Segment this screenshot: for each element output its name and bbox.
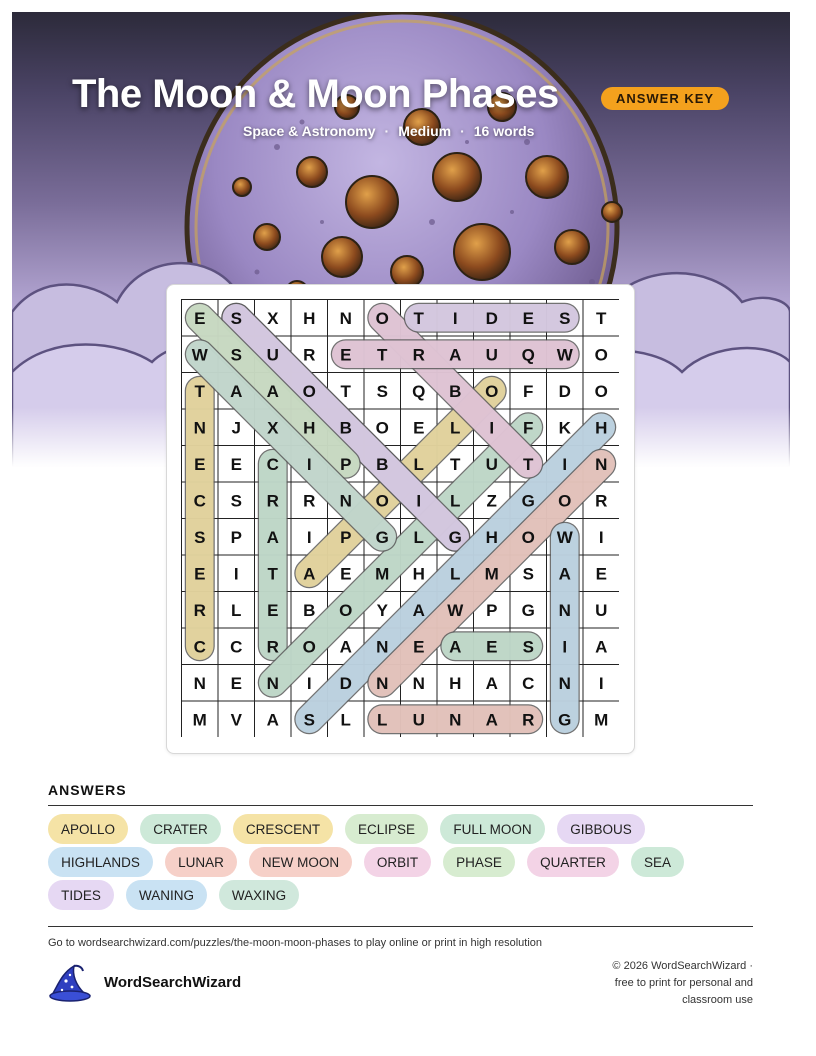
grid-letter[interactable]: N (449, 710, 462, 730)
grid-letter[interactable]: O (375, 418, 389, 438)
grid-letter[interactable]: R (412, 345, 425, 365)
grid-letter[interactable]: R (303, 491, 316, 511)
grid-letter[interactable]: S (376, 381, 388, 401)
grid-letter[interactable]: T (413, 308, 424, 328)
answer-key-badge: ANSWER KEY (601, 87, 729, 110)
grid-letter[interactable]: S (230, 345, 242, 365)
copyright-line: free to print for personal and (614, 977, 753, 989)
grid-letter[interactable]: N (339, 308, 352, 328)
answer-chip: GIBBOUS (557, 814, 645, 844)
grid-letter[interactable]: D (339, 673, 352, 693)
answer-chip: QUARTER (527, 847, 619, 877)
answer-chip: NEW MOON (249, 847, 352, 877)
wizard-hat-icon (48, 963, 92, 1003)
grid-letter[interactable]: A (485, 673, 498, 693)
grid-letter[interactable]: E (522, 308, 534, 328)
brand-name: WordSearchWizard (104, 974, 242, 991)
grid-letter[interactable]: E (194, 454, 206, 474)
grid-letter[interactable]: H (412, 564, 425, 584)
grid-letter[interactable]: V (230, 710, 242, 730)
grid-letter[interactable]: C (193, 637, 206, 657)
grid-letter[interactable]: E (595, 564, 607, 584)
grid-letter[interactable]: A (339, 637, 352, 657)
grid-letter[interactable]: M (484, 564, 499, 584)
grid-letter[interactable]: A (412, 600, 425, 620)
grid-letter[interactable]: O (558, 491, 572, 511)
grid-letter[interactable]: L (413, 454, 424, 474)
grid-letter[interactable]: H (303, 418, 316, 438)
grid-letter[interactable]: G (521, 491, 535, 511)
grid-letter[interactable]: S (522, 564, 534, 584)
grid-letter[interactable]: J (231, 418, 241, 438)
answer-chip: CRESCENT (233, 814, 333, 844)
grid-letter[interactable]: E (267, 600, 279, 620)
grid-letter[interactable]: N (595, 454, 608, 474)
grid-letter[interactable]: E (486, 637, 498, 657)
grid-letter[interactable]: I (598, 527, 604, 547)
grid-letter[interactable]: H (485, 527, 498, 547)
grid-letter[interactable]: M (192, 710, 207, 730)
grid-letter[interactable]: B (449, 381, 462, 401)
grid-letter[interactable]: A (266, 710, 279, 730)
answer-chip: TIDES (48, 880, 114, 910)
grid-letter[interactable]: U (412, 710, 425, 730)
grid-letter[interactable]: N (376, 637, 389, 657)
answer-chip: ORBIT (364, 847, 431, 877)
grid-letter[interactable]: F (523, 381, 534, 401)
grid-letter[interactable]: X (267, 418, 279, 438)
grid-letter[interactable]: M (375, 564, 390, 584)
grid-letter[interactable]: N (412, 673, 425, 693)
grid-letter[interactable]: T (340, 381, 351, 401)
grid-letter[interactable]: E (230, 673, 242, 693)
grid-letter[interactable]: R (303, 345, 316, 365)
grid-letter[interactable]: A (303, 564, 316, 584)
grid-letter[interactable]: A (230, 381, 243, 401)
word-count-label: 16 words (473, 123, 535, 139)
grid-letter[interactable]: A (266, 527, 279, 547)
grid-letter[interactable]: D (485, 308, 498, 328)
grid-letter[interactable]: H (449, 673, 462, 693)
grid-letter[interactable]: C (522, 673, 535, 693)
answer-chip: SEA (631, 847, 684, 877)
word-search-grid (181, 299, 619, 737)
grid-letter[interactable]: L (231, 600, 242, 620)
separator: · (384, 123, 390, 139)
answers-heading: ANSWERS (48, 782, 127, 798)
grid-letter[interactable]: O (339, 600, 353, 620)
grid-letter[interactable]: G (448, 527, 462, 547)
grid-letter[interactable]: A (266, 381, 279, 401)
grid-letter[interactable]: G (558, 710, 572, 730)
grid-letter[interactable]: A (449, 637, 462, 657)
answer-chip: PHASE (443, 847, 515, 877)
separator: · (460, 123, 465, 139)
grid-letter[interactable]: F (523, 418, 534, 438)
copyright-line: classroom use (682, 994, 753, 1006)
grid-letter[interactable]: W (556, 527, 573, 547)
divider (48, 926, 753, 927)
grid-letter[interactable]: B (303, 600, 316, 620)
grid-letter[interactable]: C (193, 491, 206, 511)
grid-letter[interactable]: O (375, 308, 389, 328)
grid-letter[interactable]: B (339, 418, 352, 438)
grid-letter[interactable]: B (376, 454, 389, 474)
grid-letter[interactable]: I (233, 564, 239, 584)
grid-letter[interactable]: I (562, 637, 568, 657)
grid-letter[interactable]: Y (376, 600, 388, 620)
grid-letter[interactable]: E (413, 418, 425, 438)
grid-letter[interactable]: L (377, 710, 388, 730)
grid-letter[interactable]: Q (521, 345, 535, 365)
answer-chip: HIGHLANDS (48, 847, 153, 877)
grid-letter[interactable]: O (594, 345, 608, 365)
grid-letter[interactable]: O (594, 381, 608, 401)
grid-letter[interactable]: S (559, 308, 571, 328)
grid-letter[interactable]: S (303, 710, 315, 730)
copyright-line: © 2026 WordSearchWizard · (612, 960, 753, 972)
grid-letter[interactable]: O (375, 491, 389, 511)
grid-letter[interactable]: T (267, 564, 278, 584)
grid-letter[interactable]: I (562, 454, 568, 474)
grid-letter[interactable]: E (340, 345, 352, 365)
grid-letter[interactable]: R (522, 710, 535, 730)
grid-letter[interactable]: L (450, 491, 461, 511)
grid-letter[interactable]: L (450, 564, 461, 584)
grid-letter[interactable]: U (485, 345, 498, 365)
grid-letter[interactable]: P (340, 454, 352, 474)
copyright-notice (583, 958, 753, 1009)
grid-letter[interactable]: N (266, 673, 279, 693)
grid-letter[interactable]: U (485, 454, 498, 474)
grid-letter[interactable]: O (521, 527, 535, 547)
grid-letter[interactable]: L (340, 710, 351, 730)
grid-letter[interactable]: I (306, 673, 312, 693)
grid-letter[interactable]: W (191, 345, 208, 365)
grid-letter[interactable]: R (193, 600, 206, 620)
grid-letter[interactable]: I (416, 491, 422, 511)
grid-letter[interactable]: C (230, 637, 243, 657)
grid-letter[interactable]: I (489, 418, 495, 438)
grid-letter[interactable]: I (598, 673, 604, 693)
page-title: The Moon & Moon Phases (72, 72, 559, 116)
grid-letter[interactable]: E (413, 637, 425, 657)
answer-chip: FULL MOON (440, 814, 545, 844)
grid-letter[interactable]: H (303, 308, 316, 328)
grid-letter[interactable]: S (230, 491, 242, 511)
footer-link[interactable]: Go to wordsearchwizard.com/puzzles/the-moon-moon-phases to play online or print in high resolution (48, 937, 543, 949)
grid-letter[interactable]: R (266, 637, 279, 657)
grid-letter[interactable]: O (302, 381, 316, 401)
grid-letter[interactable]: I (452, 308, 458, 328)
grid-letter[interactable]: O (302, 637, 316, 657)
grid-letter[interactable]: S (194, 527, 206, 547)
grid-letter[interactable]: C (266, 454, 279, 474)
grid-letter[interactable]: E (194, 308, 206, 328)
puzzle-meta (243, 123, 534, 139)
grid-letter[interactable]: N (193, 673, 206, 693)
grid-letter[interactable]: T (523, 454, 534, 474)
grid-letter[interactable]: I (306, 454, 312, 474)
grid-letter[interactable]: L (450, 418, 461, 438)
grid-letter[interactable]: U (266, 345, 279, 365)
answer-chip: APOLLO (48, 814, 128, 844)
grid-letter[interactable]: R (595, 491, 608, 511)
grid-letter[interactable]: U (595, 600, 608, 620)
grid-letter[interactable]: S (230, 308, 242, 328)
grid-letter[interactable]: I (306, 527, 312, 547)
grid-letter[interactable]: T (450, 454, 461, 474)
grid-letter[interactable]: K (558, 418, 571, 438)
answer-chip: LUNAR (165, 847, 237, 877)
grid-letter[interactable]: O (485, 381, 499, 401)
divider (48, 805, 753, 806)
grid-letter[interactable]: A (485, 710, 498, 730)
grid-letter[interactable]: E (194, 564, 206, 584)
grid-letter[interactable]: L (413, 527, 424, 547)
difficulty-label: Medium (398, 123, 452, 139)
grid-letter[interactable]: P (230, 527, 242, 547)
grid-letter[interactable]: M (594, 710, 609, 730)
grid-letter[interactable]: N (339, 491, 352, 511)
grid-letter[interactable]: N (376, 673, 389, 693)
grid-letter[interactable]: N (558, 673, 571, 693)
answer-chip: WANING (126, 880, 207, 910)
grid-letter[interactable]: G (521, 600, 535, 620)
answer-chip: ECLIPSE (345, 814, 428, 844)
grid-letter[interactable]: R (266, 491, 279, 511)
grid-letter[interactable]: E (230, 454, 242, 474)
grid-letter[interactable]: A (595, 637, 608, 657)
grid-letter[interactable]: T (194, 381, 205, 401)
grid-letter[interactable]: P (340, 527, 352, 547)
grid-letter[interactable]: S (522, 637, 534, 657)
grid-letter[interactable]: T (377, 345, 388, 365)
grid-letter[interactable]: X (267, 308, 279, 328)
grid-letter[interactable]: T (596, 308, 607, 328)
grid-letter[interactable]: W (556, 345, 573, 365)
grid-letter[interactable]: H (595, 418, 608, 438)
grid-letter[interactable]: W (447, 600, 464, 620)
grid-letter[interactable]: N (558, 600, 571, 620)
grid-letter[interactable]: Z (486, 491, 497, 511)
answer-chip: WAXING (219, 880, 299, 910)
grid-letter[interactable]: P (486, 600, 498, 620)
grid-letter[interactable]: G (375, 527, 389, 547)
grid-letter[interactable]: D (558, 381, 571, 401)
category-label: Space & Astronomy (243, 123, 376, 139)
grid-letter[interactable]: Q (412, 381, 426, 401)
answer-chip: CRATER (140, 814, 221, 844)
grid-letter[interactable]: N (193, 418, 206, 438)
grid-letter[interactable]: A (558, 564, 571, 584)
grid-letter[interactable]: E (340, 564, 352, 584)
grid-letter[interactable]: A (449, 345, 462, 365)
